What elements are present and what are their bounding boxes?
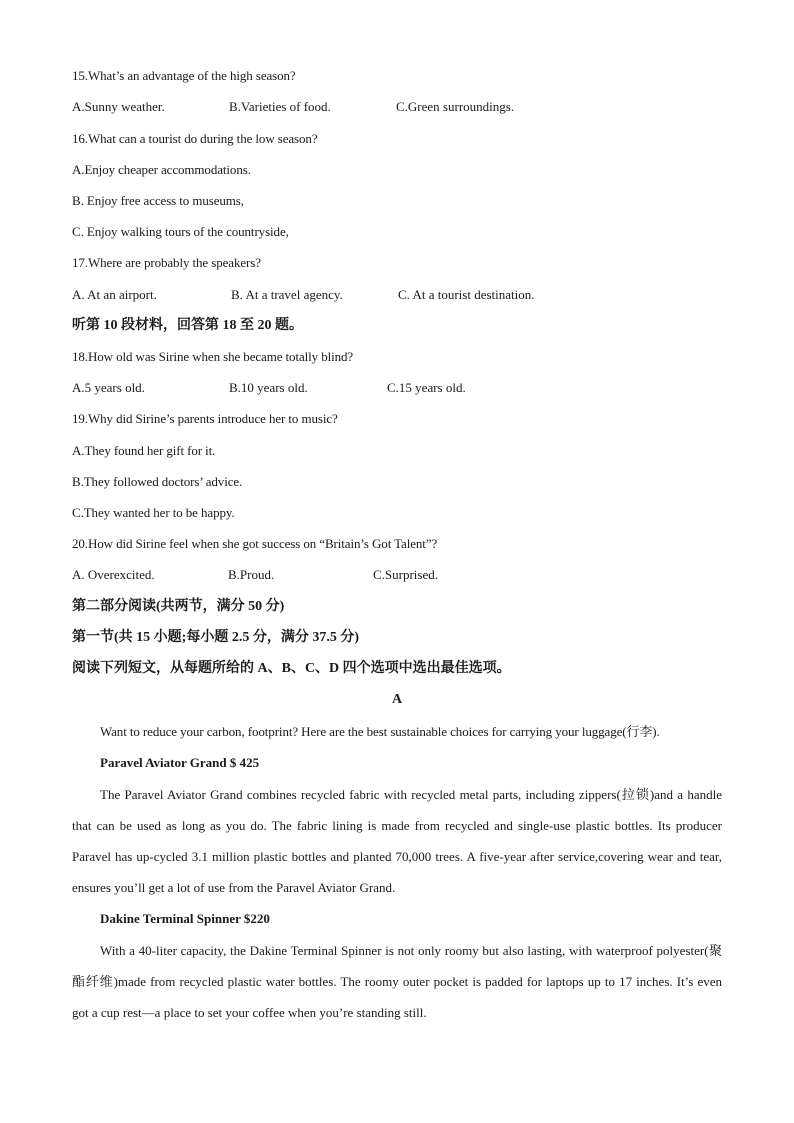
question-15-option-c: C.Green surroundings. [396,99,515,114]
question-16-option-a: A.Enjoy cheaper accommodations. [72,162,251,177]
passage-label: A [391,692,403,707]
question-18-option-b: B.10 years old. [229,380,308,395]
passage-intro: Want to reduce your carbon, footprint? Here are the best sustainable choices for carrying your luggage(行李). [100,724,660,739]
question-15-stem: 15.What’s an advantage of the high season? [72,68,296,83]
listening-section-10-heading: 听第 10 段材料，回答第 18 至 20 题。 [72,318,303,333]
question-20-option-a: A. Overexcited. [72,567,155,582]
question-16-stem: 16.What can a tourist do during the low season? [72,131,318,146]
question-17-option-b: B. At a travel agency. [231,287,343,302]
reading-instruction: 阅读下列短文，从每题所给的 A、B、C、D 四个选项中选出最佳选项。 [72,661,511,676]
question-15-option-a: A.Sunny weather. [72,99,165,114]
question-19-option-a: A.They found her gift for it. [72,443,216,458]
section-one-heading: 第一节(共 15 小题;每小题 2.5 分，满分 37.5 分) [72,630,359,645]
question-19-stem: 19.Why did Sirine’s parents introduce her to music? [72,411,338,426]
product-1-description: The Paravel Aviator Grand combines recycled fabric with recycled metal parts, including zippers(拉锁)and a handle that can be used as long as you do. The fabric lining is made from recycled and single-use plastic bottles. Its producer Paravel has up-cycled 3.1 million plastic bottles and planted 70,000 trees. A five-year after service,covering wear and tear, ensures you’ll get a lot of use from the Paravel Aviator Grand. [72,787,722,895]
question-20-option-b: B.Proud. [228,567,275,582]
question-16-option-b: B. Enjoy free access to museums, [72,193,244,208]
question-15-option-b: B.Varieties of food. [229,99,331,114]
product-2-title: Dakine Terminal Spinner $220 [100,911,270,926]
question-16-option-c: C. Enjoy walking tours of the countryside, [72,224,289,239]
question-20-stem: 20.How did Sirine feel when she got success on “Britain’s Got Talent”? [72,536,438,551]
product-2-description: With a 40-liter capacity, the Dakine Terminal Spinner is not only roomy but also lasting, with waterproof polyester(聚酯纤维)made from recycled plastic water bottles. The roomy outer pocket is padded for laptops up to 17 inches. It’s even got a cup rest—a place to set your coffee when you’re standing still. [72,943,722,1020]
question-19-option-c: C.They wanted her to be happy. [72,505,235,520]
question-18-stem: 18.How old was Sirine when she became totally blind? [72,349,354,364]
question-17-stem: 17.Where are probably the speakers? [72,255,261,270]
question-18-option-c: C.15 years old. [387,380,466,395]
product-1-title: Paravel Aviator Grand $ 425 [100,755,260,770]
question-19-option-b: B.They followed doctors’ advice. [72,474,243,489]
question-20-option-c: C.Surprised. [373,567,438,582]
question-17-option-c: C. At a tourist destination. [398,287,535,302]
question-18-option-a: A.5 years old. [72,380,145,395]
question-17-option-a: A. At an airport. [72,287,157,302]
part-two-heading: 第二部分阅读(共两节，满分 50 分) [72,599,285,614]
